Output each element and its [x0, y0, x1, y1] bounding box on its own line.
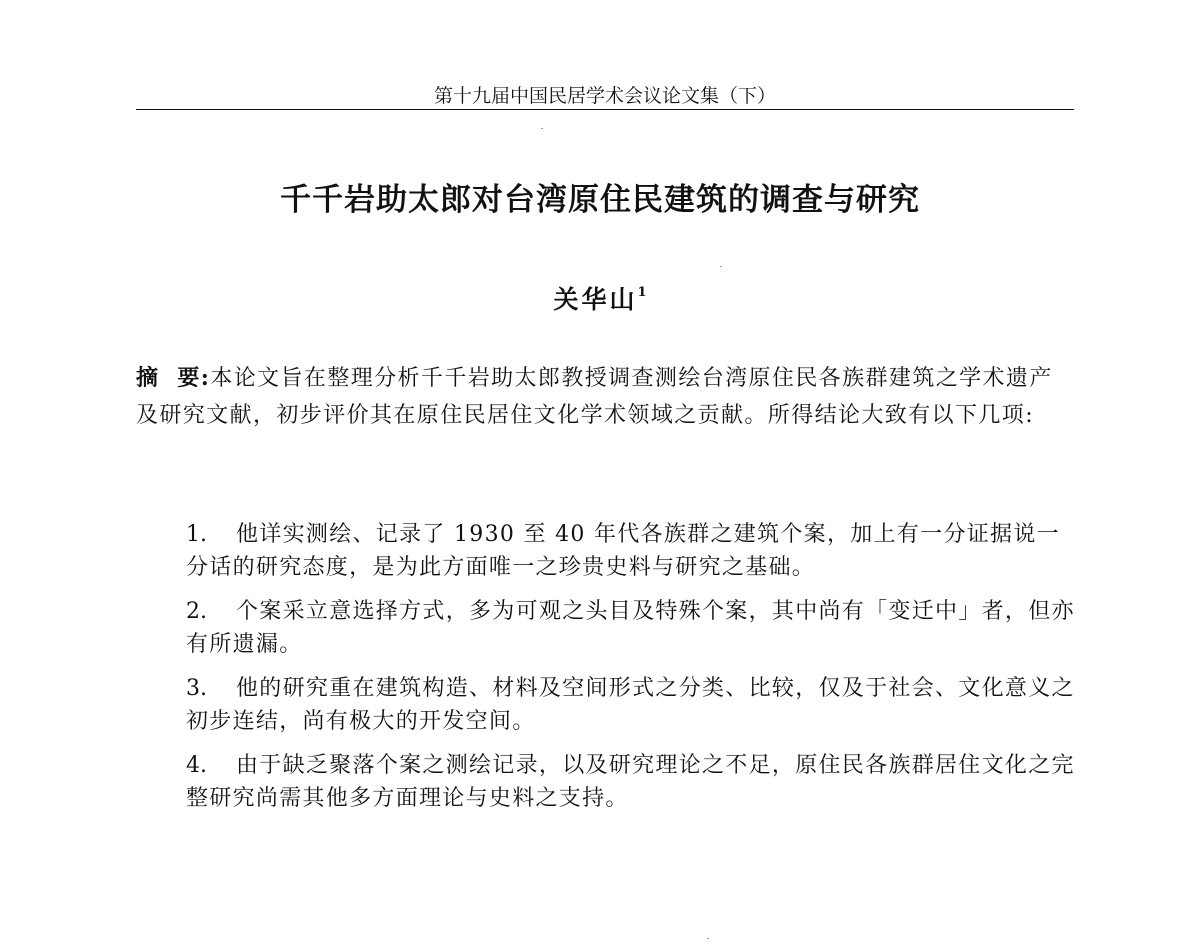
list-item-text: 他的研究重在建筑构造、材料及空间形式之分类、比较，仅及于社会、文化意义之初步连结，尚有极大的开发空间。: [186, 676, 1075, 734]
list-item-number: 3.: [186, 676, 207, 701]
author-name: 关华山: [553, 285, 638, 314]
abstract-label-char2: 要:: [177, 365, 211, 391]
paper-title: 千千岩助太郎对台湾原住民建筑的调查与研究: [280, 182, 920, 218]
list-item-number: 4.: [186, 753, 207, 778]
abstract-intro: 本论文旨在整理分析千千岩助太郎教授调查测绘台湾原住民各族群建筑之学术遗产及研究文献，初步评价其在原住民居住文化学术领域之贡献。所得结论大致有以下几项:: [136, 366, 1053, 428]
scan-artifact: [707, 938, 709, 939]
list-item: [186, 749, 1076, 815]
list-item: [186, 518, 1076, 584]
list-item-text: 由于缺乏聚落个案之测绘记录，以及研究理论之不足，原住民各族群居住文化之完整研究尚需其他多方面理论与史料之支持。: [186, 753, 1075, 811]
list-item: [186, 595, 1076, 661]
abstract-label: [136, 365, 210, 391]
list-item-number: 2.: [186, 599, 207, 624]
list-item-text: 他详实测绘、记录了 1930 至 40 年代各族群之建筑个案，加上有一分证据说一分话的研究态度，是为此方面唯一之珍贵史料与研究之基础。: [186, 522, 1060, 580]
scan-artifact: [720, 266, 722, 267]
author-line: [0, 276, 1200, 317]
list-item-number: 1.: [186, 522, 207, 547]
header-rule: [136, 109, 1074, 110]
abstract-label-char1: 摘: [136, 365, 160, 391]
author-footnote-mark: 1: [637, 285, 647, 300]
abstract: [136, 360, 1076, 434]
list-item: [186, 672, 1076, 738]
conclusion-list: [186, 518, 1076, 826]
scan-artifact: [541, 128, 543, 129]
running-header: 第十九届中国民居学术会议论文集（下）: [433, 85, 776, 107]
list-item-text: 个案采立意选择方式，多为可观之头目及特殊个案，其中尚有「变迁中」者，但亦有所遗漏。: [186, 599, 1075, 657]
